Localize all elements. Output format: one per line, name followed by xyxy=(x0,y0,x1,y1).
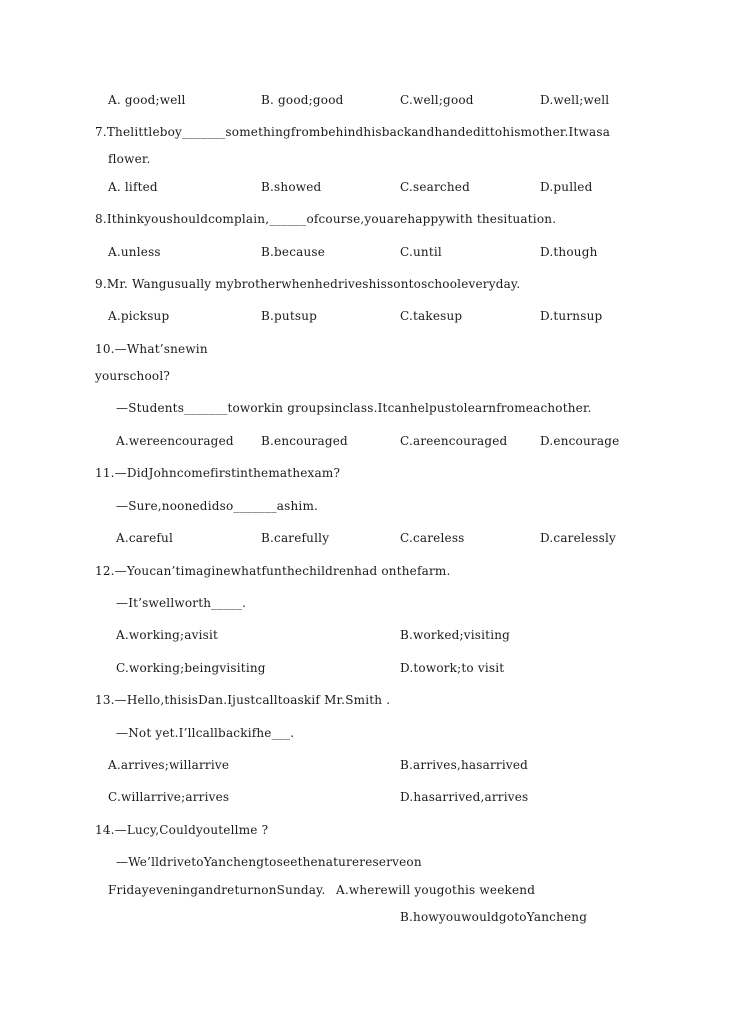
q12-option-b: B.worked;visiting xyxy=(400,628,511,642)
q11-stem: 11.—DidJohncomefirstinthemathexam? xyxy=(95,466,341,480)
q7-option-d: D.pulled xyxy=(540,180,593,194)
q10-stem: 10.—What’snewin xyxy=(95,342,208,356)
q7-option-b: B.showed xyxy=(261,180,322,194)
q13-option-a: A.arrives;willarrive xyxy=(108,758,230,772)
q11-option-d: D.carelessly xyxy=(540,531,616,545)
q9-option-c: C.takesup xyxy=(400,309,463,323)
q8-option-c: C.until xyxy=(400,245,442,259)
q6-option-b: B. good;good xyxy=(261,93,344,107)
q11-answer-line: —Sure,noonedidso_______ashim. xyxy=(116,499,319,513)
q12-option-c: C.working;beingvisiting xyxy=(116,661,266,675)
q10-option-b: B.encouraged xyxy=(261,434,348,448)
q6-option-c: C.well;good xyxy=(400,93,474,107)
q7-option-c: C.searched xyxy=(400,180,470,194)
q11-option-c: C.careless xyxy=(400,531,465,545)
q12-option-d: D.towork;to visit xyxy=(400,661,505,675)
q13-stem: 13.—Hello,thisisDan.Ijustcalltoaskif Mr.Smith . xyxy=(95,693,391,707)
q9-stem: 9.Mr. Wangusually mybrotherwhenhedriveshissontoschooleveryday. xyxy=(95,277,521,291)
q9-option-b: B.putsup xyxy=(261,309,318,323)
q11-option-b: B.carefully xyxy=(261,531,330,545)
q10-option-d: D.encourage xyxy=(540,434,620,448)
q7-option-a: A. lifted xyxy=(108,180,158,194)
q11-option-a: A.careful xyxy=(116,531,174,545)
q12-option-a: A.working;avisit xyxy=(116,628,219,642)
q7-stem: 7.Thelittleboy_______somethingfrombehindhisbackandhandedittohismother.Itwasa xyxy=(95,125,611,139)
q10-answer-line: —Students_______toworkin groupsinclass.Itcanhelpustolearnfromeachother. xyxy=(116,401,592,415)
q9-option-d: D.turnsup xyxy=(540,309,603,323)
q6-option-d: D.well;well xyxy=(540,93,610,107)
q8-option-d: D.though xyxy=(540,245,598,259)
q14-answer-line: —We’lldrivetoYanchengtoseethenaturereserveon xyxy=(116,855,422,869)
q12-stem: 12.—Youcan’timaginewhatfunthechildrenhad onthefarm. xyxy=(95,564,451,578)
q14-stem: 14.—Lucy,Couldyoutellme ? xyxy=(95,823,269,837)
q10-stem-continued: yourschool? xyxy=(95,369,170,383)
q10-option-a: A.wereencouraged xyxy=(116,434,234,448)
q14-answer-continued: FridayeveningandreturnonSunday. xyxy=(108,883,326,897)
q13-answer-line: —Not yet.I’llcallbackifhe___. xyxy=(116,726,295,740)
q14-option-a: A.wherewill yougothis weekend xyxy=(336,883,536,897)
q9-option-a: A.picksup xyxy=(108,309,170,323)
q6-option-a: A. good;well xyxy=(108,93,186,107)
q8-option-b: B.because xyxy=(261,245,326,259)
q8-option-a: A.unless xyxy=(108,245,161,259)
q13-option-c: C.willarrive;arrives xyxy=(108,790,230,804)
q8-stem: 8.Ithinkyoushouldcomplain,______ofcourse,youarehappywith thesituation. xyxy=(95,212,557,226)
q13-option-d: D.hasarrived,arrives xyxy=(400,790,529,804)
q10-option-c: C.areencouraged xyxy=(400,434,508,448)
q12-answer-line: —It’swellworth_____. xyxy=(116,596,247,610)
q7-stem-continued: flower. xyxy=(108,152,151,166)
q13-option-b: B.arrives,hasarrived xyxy=(400,758,529,772)
q14-option-b: B.howyouwouldgotoYancheng xyxy=(400,910,588,924)
